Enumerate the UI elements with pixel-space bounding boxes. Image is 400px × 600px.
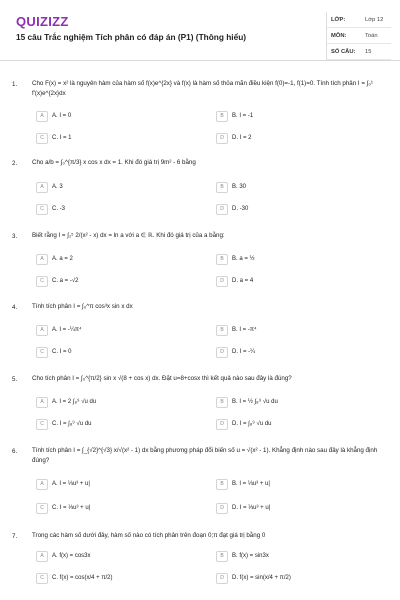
question-text: Tính tích phân I = ∫_{√2}^{√3} x/√(x² - 1) dx bằng phương pháp đổi biến số u = √(x² - 1). Khẳng định nào sau đây là khẳng định đúng? [32,447,378,464]
option-text: B. I = -1 [232,113,254,119]
option-letter-box: C [36,276,48,287]
option-text: C. I = 0 [52,349,72,355]
meta-value: Toán [365,32,378,39]
option-c[interactable] [36,347,186,357]
option-letter-box: D [216,503,228,514]
question-number: 3. [12,233,18,240]
option-text: A. 3 [52,184,63,190]
option-a[interactable] [36,551,186,561]
option-text: B. f(x) = sin3x [232,553,269,559]
option-text: C. -3 [52,206,66,212]
option-d[interactable] [216,503,366,513]
option-a[interactable] [36,254,186,264]
option-a[interactable] [36,325,186,335]
option-text: D. f(x) = sin(x/4 + π/2) [232,575,291,581]
question-number: 5. [12,376,18,383]
option-text: B. a = ½ [232,256,255,262]
option-letter-box: A [36,479,48,490]
option-text: B. I = ⅓u³ + u| [232,481,270,487]
question-text: Biết rằng I = ∫₁⁵ 2/(x² - x) dx = ln a với a ∈ ℝ. Khi đó giá trị của a bằng: [32,232,225,239]
option-text: A. I = 0 [52,113,72,119]
option-letter-box: A [36,182,48,193]
option-letter-box: A [36,254,48,265]
question-number: 7. [12,533,18,540]
option-d[interactable] [216,276,366,286]
option-b[interactable] [216,479,366,489]
option-b[interactable] [216,551,366,561]
option-text: D. I = ∫₈⁹ √u du [232,421,272,427]
meta-row-class [327,12,391,28]
option-text: A. I = ⅓u³ + u| [52,481,90,487]
option-letter-box: B [216,111,228,122]
option-text: D. -30 [232,206,249,212]
option-text: B. 30 [232,184,247,190]
option-b[interactable] [216,325,366,335]
option-letter-box: D [216,347,228,358]
meta-value: Lớp 12 [365,16,384,23]
option-letter-box: D [216,573,228,584]
option-letter-box: B [216,325,228,336]
option-b[interactable] [216,397,366,407]
question-text: Cho F(x) = x² là nguyên hàm của hàm số f(x)e^{2x} và f(x) là hàm số thỏa mãn điều kiện f(0)=-1, f(1)=0. Tính tích phân I = ∫₀¹ f'(x)e^{2x}dx [32,80,373,97]
option-d[interactable] [216,133,366,143]
option-d[interactable] [216,573,366,583]
option-b[interactable] [216,182,366,192]
option-letter-box: B [216,551,228,562]
question-text: Cho a/b = ∫₀^{π/3} x cos x dx = 1. Khi đó giá trị 9m² - 6 bằng [32,159,196,166]
option-letter-box: C [36,133,48,144]
option-text: B. I = -π⁴ [232,327,257,333]
option-d[interactable] [216,347,366,357]
option-c[interactable] [36,503,186,513]
meta-row-count [327,44,391,60]
option-c[interactable] [36,419,186,429]
question-text: Tính tích phân I = ∫₀^π cos³x sin x dx [32,303,133,310]
option-letter-box: C [36,204,48,215]
question-text: Trong các hàm số dưới đây, hàm số nào có tích phân trên đoạn 0;π đạt giá trị bằng 0 [32,532,266,539]
option-letter-box: C [36,347,48,358]
question-number: 1. [12,81,18,88]
option-letter-box: C [36,503,48,514]
option-text: C. I = ⅓u³ + u| [52,505,91,511]
option-b[interactable] [216,254,366,264]
question-number: 6. [12,448,18,455]
option-text: D. I = -¼ [232,349,256,355]
header [0,0,400,61]
option-text: C. a = -√2 [52,278,79,284]
option-text: A. I = 2 ∫₈⁹ √u du [52,399,97,405]
option-a[interactable] [36,182,186,192]
option-letter-box: A [36,397,48,408]
option-c[interactable] [36,573,186,583]
option-letter-box: A [36,325,48,336]
option-a[interactable] [36,479,186,489]
meta-key: LỚP: [331,16,346,23]
quizizz-logo: QUIZIZZ [16,14,69,29]
document-title: 15 câu Trắc nghiệm Tích phân có đáp án (P1) (Thông hiểu) [16,32,247,42]
option-text: D. a = 4 [232,278,254,284]
option-letter-box: D [216,419,228,430]
option-letter-box: B [216,479,228,490]
option-d[interactable] [216,419,366,429]
option-d[interactable] [216,204,366,214]
meta-key: MÔN: [331,32,347,39]
option-letter-box: D [216,276,228,287]
option-letter-box: C [36,419,48,430]
question-number: 2. [12,160,18,167]
option-text: C. I = ∫₈⁹ √u du [52,421,92,427]
option-letter-box: C [36,573,48,584]
meta-table [326,12,391,60]
option-c[interactable] [36,276,186,286]
option-a[interactable] [36,397,186,407]
option-letter-box: D [216,133,228,144]
option-text: A. f(x) = cos3x [52,553,91,559]
meta-key: SỐ CÂU: [331,48,356,55]
option-text: A. I = -¼π⁴ [52,327,82,333]
meta-value: 15 [365,48,372,55]
meta-row-subject [327,28,391,44]
option-c[interactable] [36,204,186,214]
option-letter-box: B [216,254,228,265]
question-text: Cho tích phân I = ∫₀^{π/2} sin x √(8 + cos x) dx. Đặt u=8+cosx thì kết quả nào sau đây là đúng? [32,375,292,382]
option-b[interactable] [216,111,366,121]
option-letter-box: B [216,182,228,193]
option-a[interactable] [36,111,186,121]
option-text: B. I = ½ ∫₈⁹ √u du [232,399,278,405]
option-text: C. I = 1 [52,135,72,141]
option-text: C. f(x) = cos(x/4 + π/2) [52,575,113,581]
option-letter-box: A [36,551,48,562]
option-letter-box: A [36,111,48,122]
option-text: A. a = 2 [52,256,73,262]
option-text: D. I = 2 [232,135,252,141]
question-number: 4. [12,304,18,311]
option-c[interactable] [36,133,186,143]
option-letter-box: D [216,204,228,215]
option-letter-box: B [216,397,228,408]
option-text: D. I = ⅓u³ + u| [232,505,271,511]
